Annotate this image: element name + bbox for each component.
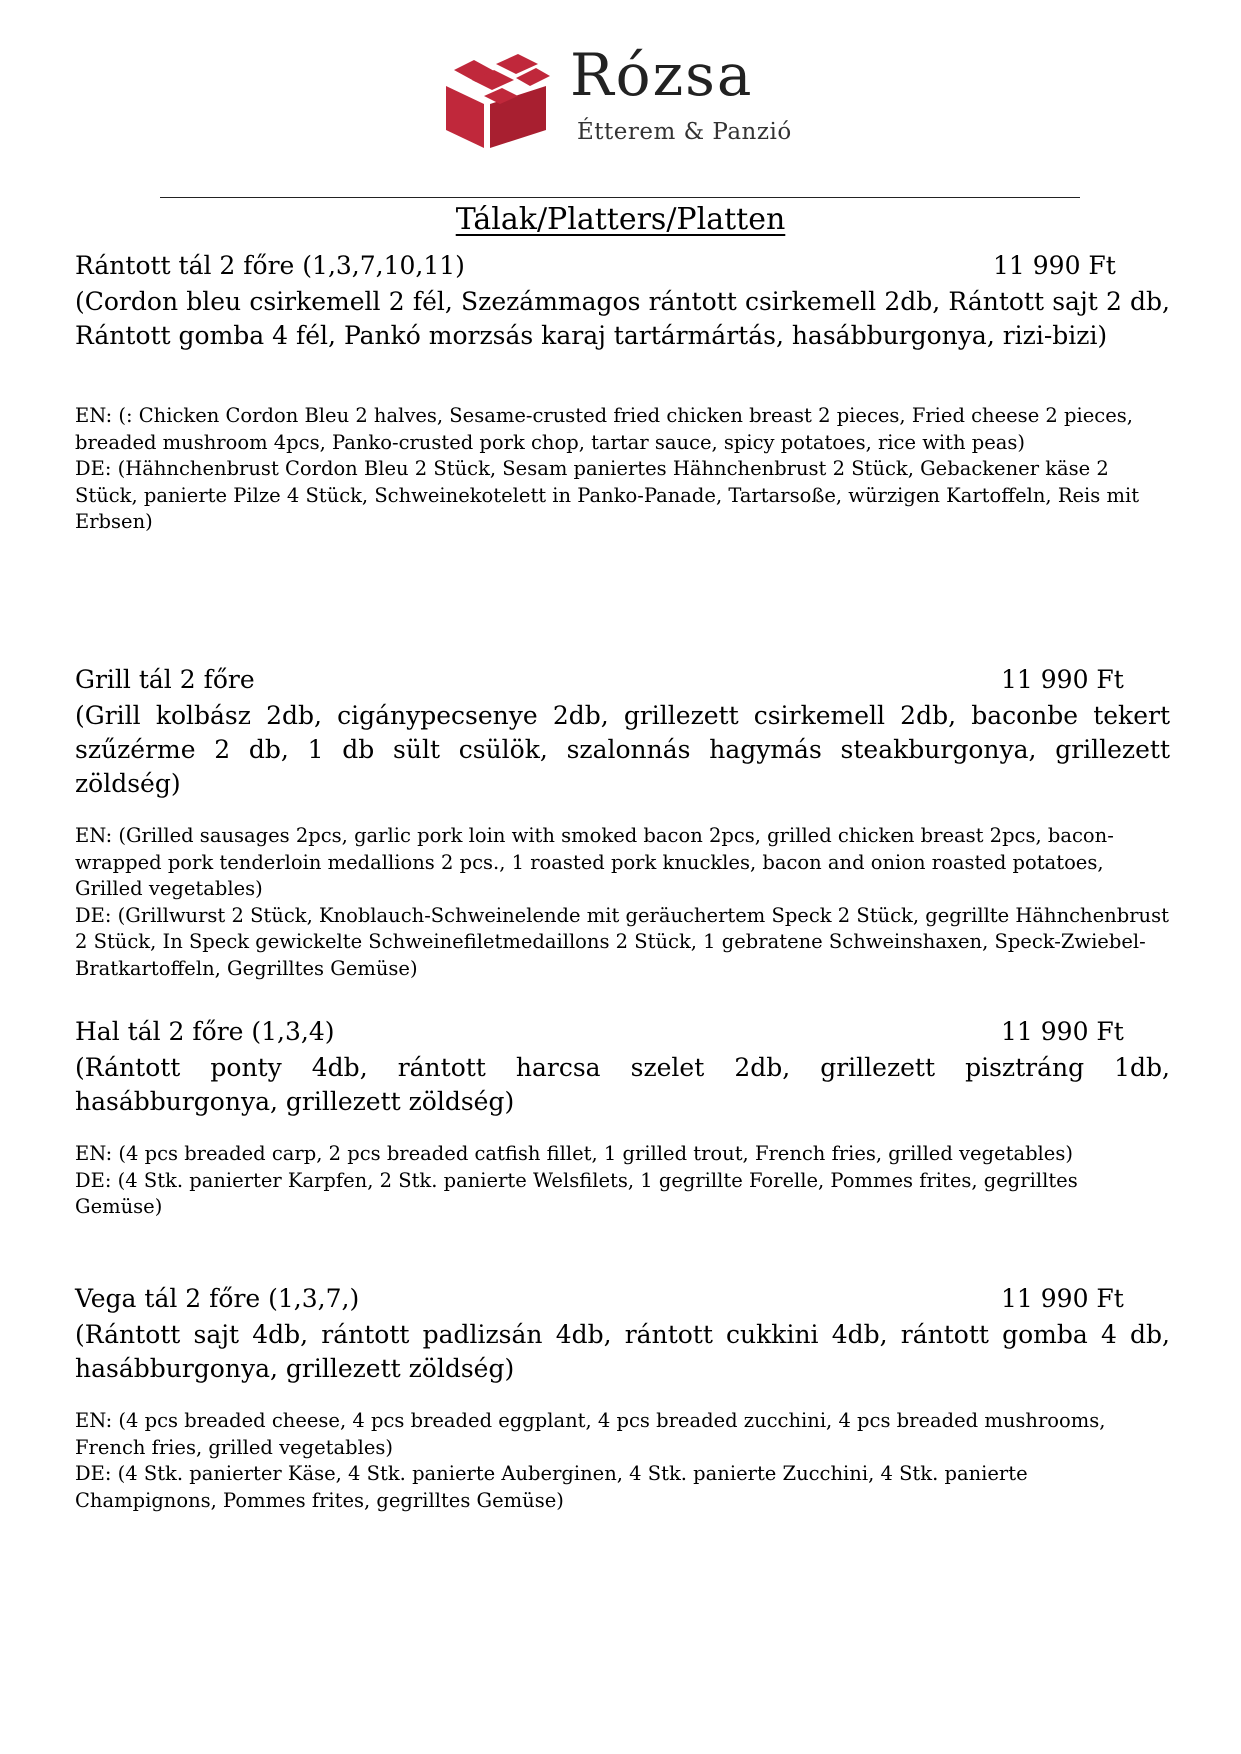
menu-item-name: Vega tál 2 főre (1,3,7,)	[75, 1284, 360, 1313]
menu-item-header	[75, 1015, 1175, 1051]
menu-item-english: EN: (4 pcs breaded carp, 2 pcs breaded catfish fillet, 1 grilled trout, French fries, grilled vegetables)	[75, 1142, 1073, 1165]
menu-item-description: (Grill kolbász 2db, cigánypecsenye 2db, grillezett csirkemell 2db, baconbe tekert szűzérme 2 db, 1 db sült csülök, szalonnás hagymás steakburgonya, grillezett zöldség)	[75, 701, 1170, 798]
menu-item-price: 11 990 Ft	[1001, 1017, 1124, 1046]
menu-item-english: EN: (: Chicken Cordon Bleu 2 halves, Sesame-crusted fried chicken breast 2 pieces, Fried cheese 2 pieces, breaded mushroom 4pcs, Panko-crusted pork chop, tartar sauce, spicy potatoes, rice with peas)	[75, 404, 1133, 454]
menu-item-description: (Rántott ponty 4db, rántott harcsa szelet 2db, grillezett pisztráng 1db, hasábburgonya, grillezett zöldség)	[75, 1053, 1170, 1116]
menu-item-english: EN: (4 pcs breaded cheese, 4 pcs breaded eggplant, 4 pcs breaded zucchini, 4 pcs breaded mushrooms, French fries, grilled vegetables)	[75, 1409, 1106, 1459]
menu-item-description: (Rántott sajt 4db, rántott padlizsán 4db, rántott cukkini 4db, rántott gomba 4 db, hasábburgonya, grillezett zöldség)	[75, 1320, 1170, 1383]
menu-item-price: 11 990 Ft	[993, 251, 1116, 280]
brand-name: Rózsa	[570, 41, 754, 109]
menu-item	[75, 663, 1175, 982]
brand-tagline: Étterem & Panzió	[577, 119, 792, 145]
menu-item-price: 11 990 Ft	[1001, 1284, 1124, 1313]
menu-item	[75, 1015, 1175, 1221]
menu-item-english: EN: (Grilled sausages 2pcs, garlic pork loin with smoked bacon 2pcs, grilled chicken breast 2pcs, bacon-wrapped pork tenderloin medallions 2 pcs., 1 roasted pork knuckles, bacon and onion roasted potatoes, Grilled vegetables)	[75, 824, 1114, 900]
header	[0, 40, 1241, 160]
section-title	[0, 200, 1241, 240]
menu-item-header	[75, 249, 1175, 285]
header-divider	[160, 197, 1080, 198]
menu-item-german: DE: (4 Stk. panierter Käse, 4 Stk. panierte Auberginen, 4 Stk. panierte Zucchini, 4 Stk. panierte Champignons, Pommes frites, gegrilltes Gemüse)	[75, 1462, 1028, 1512]
section-title-text: Tálak/Platters/Platten	[455, 202, 786, 237]
menu-item-german: DE: (4 Stk. panierter Karpfen, 2 Stk. panierte Welsfilets, 1 gegrillte Forelle, Pommes frites, gegrilltes Gemüse)	[75, 1168, 1078, 1218]
menu-item-header	[75, 1282, 1175, 1318]
menu-item-name: Rántott tál 2 főre (1,3,7,10,11)	[75, 251, 465, 280]
menu-item-price: 11 990 Ft	[1001, 665, 1124, 694]
menu-item-name: Hal tál 2 főre (1,3,4)	[75, 1017, 335, 1046]
menu-item-german: DE: (Hähnchenbrust Cordon Bleu 2 Stück, Sesam paniertes Hähnchenbrust 2 Stück, Gebackener käse 2 Stück, panierte Pilze 4 Stück, Schweinekotelett in Panko-Panade, Tartarsoße, würzigen Kartoffeln, Reis mit Erbsen)	[75, 457, 1140, 533]
menu-item	[75, 249, 1175, 536]
menu-item-description: (Cordon bleu csirkemell 2 fél, Szezámmagos rántott csirkemell 2db, Rántott sajt 2 db, Rántott gomba 4 fél, Pankó morzsás karaj tartármártás, hasábburgonya, rizi-bizi)	[75, 287, 1170, 350]
menu-item	[75, 1282, 1175, 1514]
menu-item-name: Grill tál 2 főre	[75, 665, 255, 694]
menu-item-header	[75, 663, 1175, 699]
menu-item-german: DE: (Grillwurst 2 Stück, Knoblauch-Schweinelende mit geräuchertem Speck 2 Stück, gegrillte Hähnchenbrust 2 Stück, In Speck gewickelte Schweinefiletmedaillons 2 Stück, 1 gebratene Schweinshaxen, Speck-Zwiebel-Bratkartoffeln, Gegrilltes Gemüse)	[75, 903, 1169, 980]
rose-cube-logo-icon	[438, 48, 558, 158]
